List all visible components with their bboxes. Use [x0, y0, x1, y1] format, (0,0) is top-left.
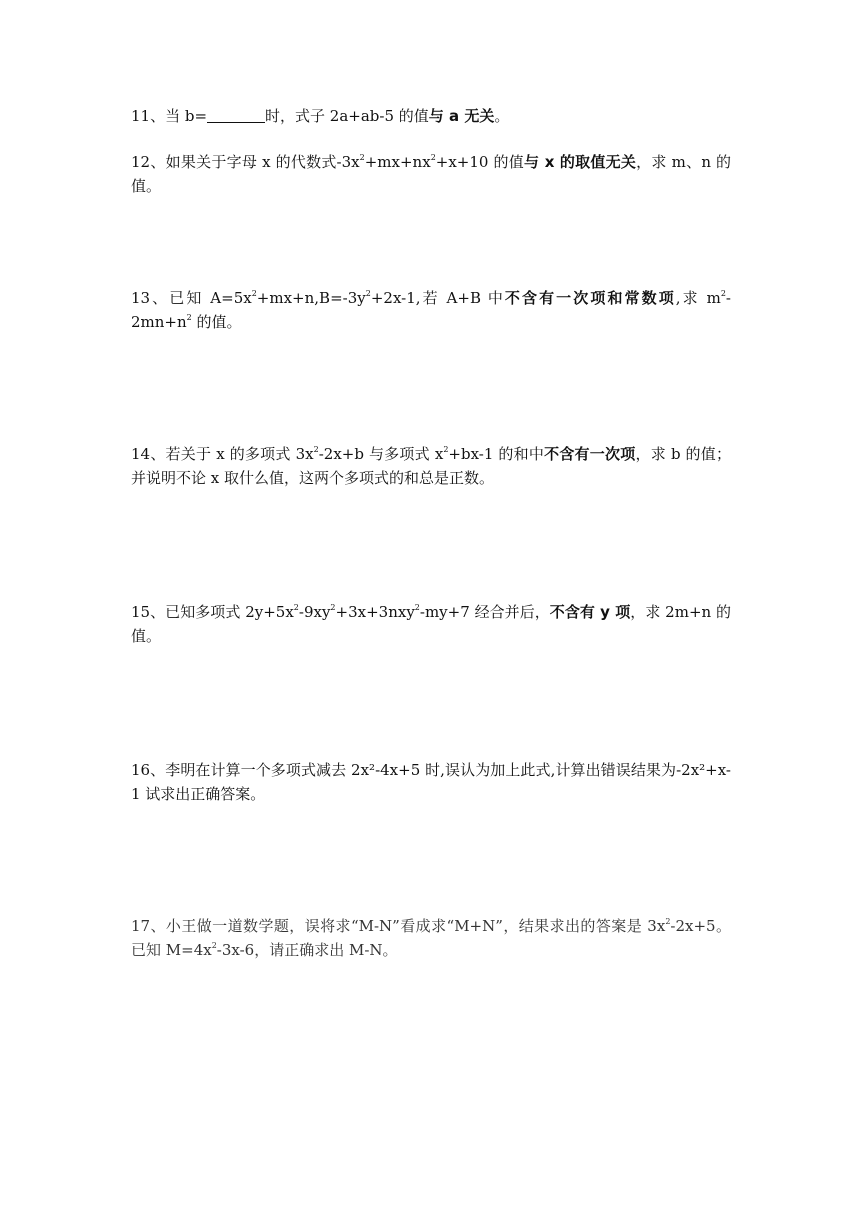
q13-text-a: 13、已知 A=5x: [131, 289, 252, 307]
q11-text-b: 时，式子 2a+ab-5 的值: [265, 107, 429, 125]
q13-emphasis: 不含有一次项和常数项: [504, 289, 676, 307]
q16-text: 16、李明在计算一个多项式减去 2x²-4x+5 时,误认为加上此式,计算出错误结果为-2x²+x-1 试求出正确答案。: [131, 761, 731, 803]
q12-sup2: 2: [430, 153, 436, 162]
q13-text-e: ,求 m: [675, 289, 721, 307]
answer-blank[interactable]: [207, 107, 265, 123]
q13-text-b: +mx+n,B=-3y: [256, 289, 366, 307]
question-12: [131, 150, 731, 198]
q14-text-b: -2x+b 与多项式 x: [318, 445, 444, 463]
q12-sup1: 2: [359, 153, 365, 162]
q11-text-a: 11、当 b=: [131, 107, 208, 125]
q13-text-f: -2mn+n: [131, 289, 731, 331]
question-15: [131, 600, 731, 648]
q15-text-f: ，求 2m+n 的值。: [131, 603, 731, 645]
q15-sup2: 2: [330, 603, 336, 612]
q12-text-a: 12、如果关于字母 x 的代数式-3x: [131, 153, 360, 171]
q17-text-c: -3x-6，请正确求出 M-N。: [216, 941, 398, 959]
question-16: [131, 758, 731, 806]
q14-text-e: ，求 b 的值；并说明不论 x 取什么值，这两个多项式的和总是正数。: [131, 445, 731, 487]
q13-sup4: 2: [186, 313, 192, 322]
q14-sup1: 2: [313, 445, 319, 454]
q14-text-c: +bx-1 的和中: [448, 445, 545, 463]
q15-sup3: 2: [414, 603, 420, 612]
q12-text-b: +mx+nx: [364, 153, 431, 171]
q15-text-b: -9xy: [298, 603, 331, 621]
q15-text-a: 15、已知多项式 2y+5x: [131, 603, 294, 621]
q17-text-b: -2x+5。已知 M=4x: [131, 917, 732, 959]
q13-text-g: 的值。: [191, 313, 242, 331]
question-11: [131, 104, 731, 128]
q15-text-d: -my+7 经合并后，: [419, 603, 550, 621]
q13-text-c: +2x-1,若 A+B 中: [370, 289, 505, 307]
q14-emphasis: 不含有一次项: [544, 445, 636, 463]
q15-sup1: 2: [293, 603, 299, 612]
q17-sup2: 2: [211, 941, 217, 950]
q12-text-e: ，求 m、n 的值。: [131, 153, 732, 195]
q14-text-a: 14、若关于 x 的多项式 3x: [131, 445, 314, 463]
q15-emphasis: 不含有 y 项: [549, 603, 631, 621]
q11-emphasis: 与 a 无关: [428, 107, 495, 125]
q13-sup3: 2: [720, 289, 726, 298]
question-14: [131, 442, 731, 490]
q14-sup2: 2: [443, 445, 449, 454]
q11-text-d: 。: [494, 107, 510, 125]
q17-text-a: 17、小王做一道数学题，误将求“M-N”看成求“M+N”，结果求出的答案是 3x: [131, 917, 666, 935]
question-17: [131, 914, 731, 962]
q13-sup2: 2: [365, 289, 371, 298]
q12-emphasis: 与 x 的取值无关: [523, 153, 637, 171]
q17-sup1: 2: [665, 917, 671, 926]
q12-text-c: +x+10 的值: [435, 153, 524, 171]
q15-text-c: +3x+3nxy: [335, 603, 415, 621]
q13-sup1: 2: [251, 289, 257, 298]
question-13: [131, 286, 731, 334]
